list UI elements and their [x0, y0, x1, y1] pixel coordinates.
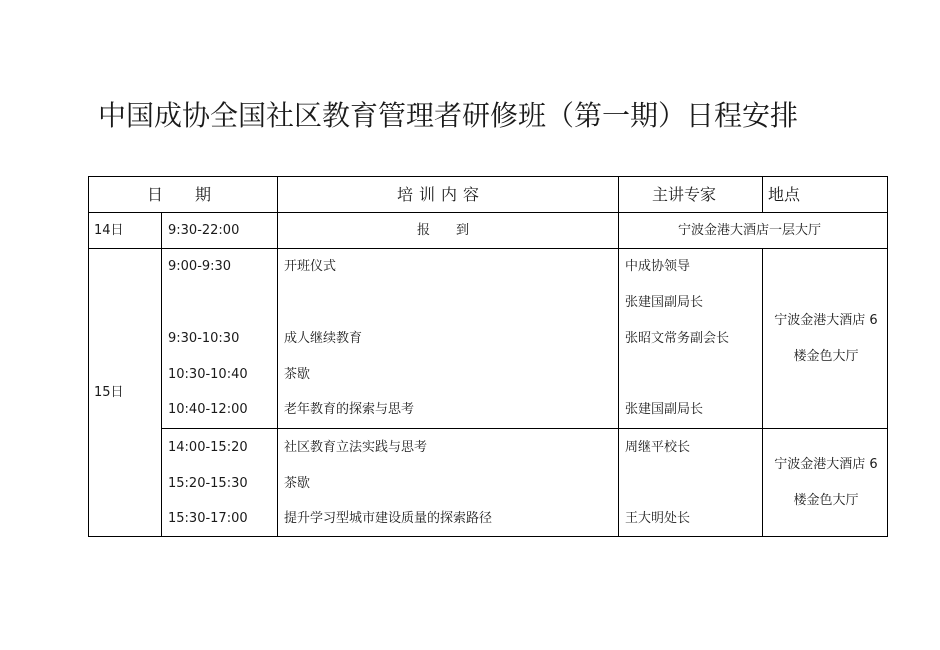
content-cell: 茶歇	[284, 367, 311, 382]
header-speaker: 主讲专家	[652, 185, 717, 204]
content-cell: 成人继续教育	[284, 331, 363, 346]
header-location: 地点	[768, 185, 801, 204]
table-rule	[89, 212, 887, 213]
table-rule	[89, 248, 887, 249]
day14-content: 报 到	[417, 223, 470, 238]
time-cell: 9:00-9:30	[168, 259, 232, 274]
table-rule	[161, 212, 162, 536]
morning-location	[764, 303, 888, 375]
table-rule	[762, 248, 763, 536]
morning-location-line2: 楼金色大厅	[793, 349, 859, 364]
content-cell: 社区教育立法实践与思考	[284, 440, 428, 455]
speaker-cell: 张建国副局长	[625, 295, 704, 310]
time-cell: 10:30-10:40	[168, 367, 248, 382]
page-title: 中国成协全国社区教育管理者研修班（第一期）日程安排	[98, 99, 799, 132]
table-rule	[277, 177, 278, 536]
time-cell: 14:00-15:20	[168, 440, 248, 455]
day15-date: 15日	[94, 385, 124, 400]
time-cell: 10:40-12:00	[168, 402, 248, 417]
header-content: 培训内容	[397, 185, 486, 204]
table-rule	[618, 248, 619, 536]
table-rule	[161, 428, 887, 429]
speaker-cell: 张昭文常务副会长	[625, 331, 730, 346]
time-cell: 15:20-15:30	[168, 476, 248, 491]
table-rule	[762, 177, 763, 212]
table-rule	[618, 177, 619, 248]
content-cell: 提升学习型城市建设质量的探索路径	[284, 511, 493, 526]
content-cell: 老年教育的探索与思考	[284, 402, 415, 417]
schedule-table	[88, 176, 888, 537]
speaker-cell: 张建国副局长	[625, 402, 704, 417]
speaker-cell: 王大明处长	[625, 511, 691, 526]
day14-location: 宁波金港大酒店一层大厅	[678, 223, 822, 238]
header-date: 日 期	[147, 185, 212, 204]
speaker-cell: 周继平校长	[625, 440, 691, 455]
afternoon-location	[764, 447, 888, 519]
afternoon-location-line2: 楼金色大厅	[793, 493, 859, 508]
time-cell: 15:30-17:00	[168, 511, 248, 526]
speaker-cell: 中成协领导	[625, 259, 691, 274]
content-cell: 茶歇	[284, 476, 311, 491]
day14-time: 9:30-22:00	[168, 223, 240, 238]
time-cell: 9:30-10:30	[168, 331, 240, 346]
morning-location-line1: 宁波金港大酒店 6	[774, 313, 878, 328]
day14-date: 14日	[94, 223, 124, 238]
content-cell: 开班仪式	[284, 259, 337, 274]
afternoon-location-line1: 宁波金港大酒店 6	[774, 457, 878, 472]
